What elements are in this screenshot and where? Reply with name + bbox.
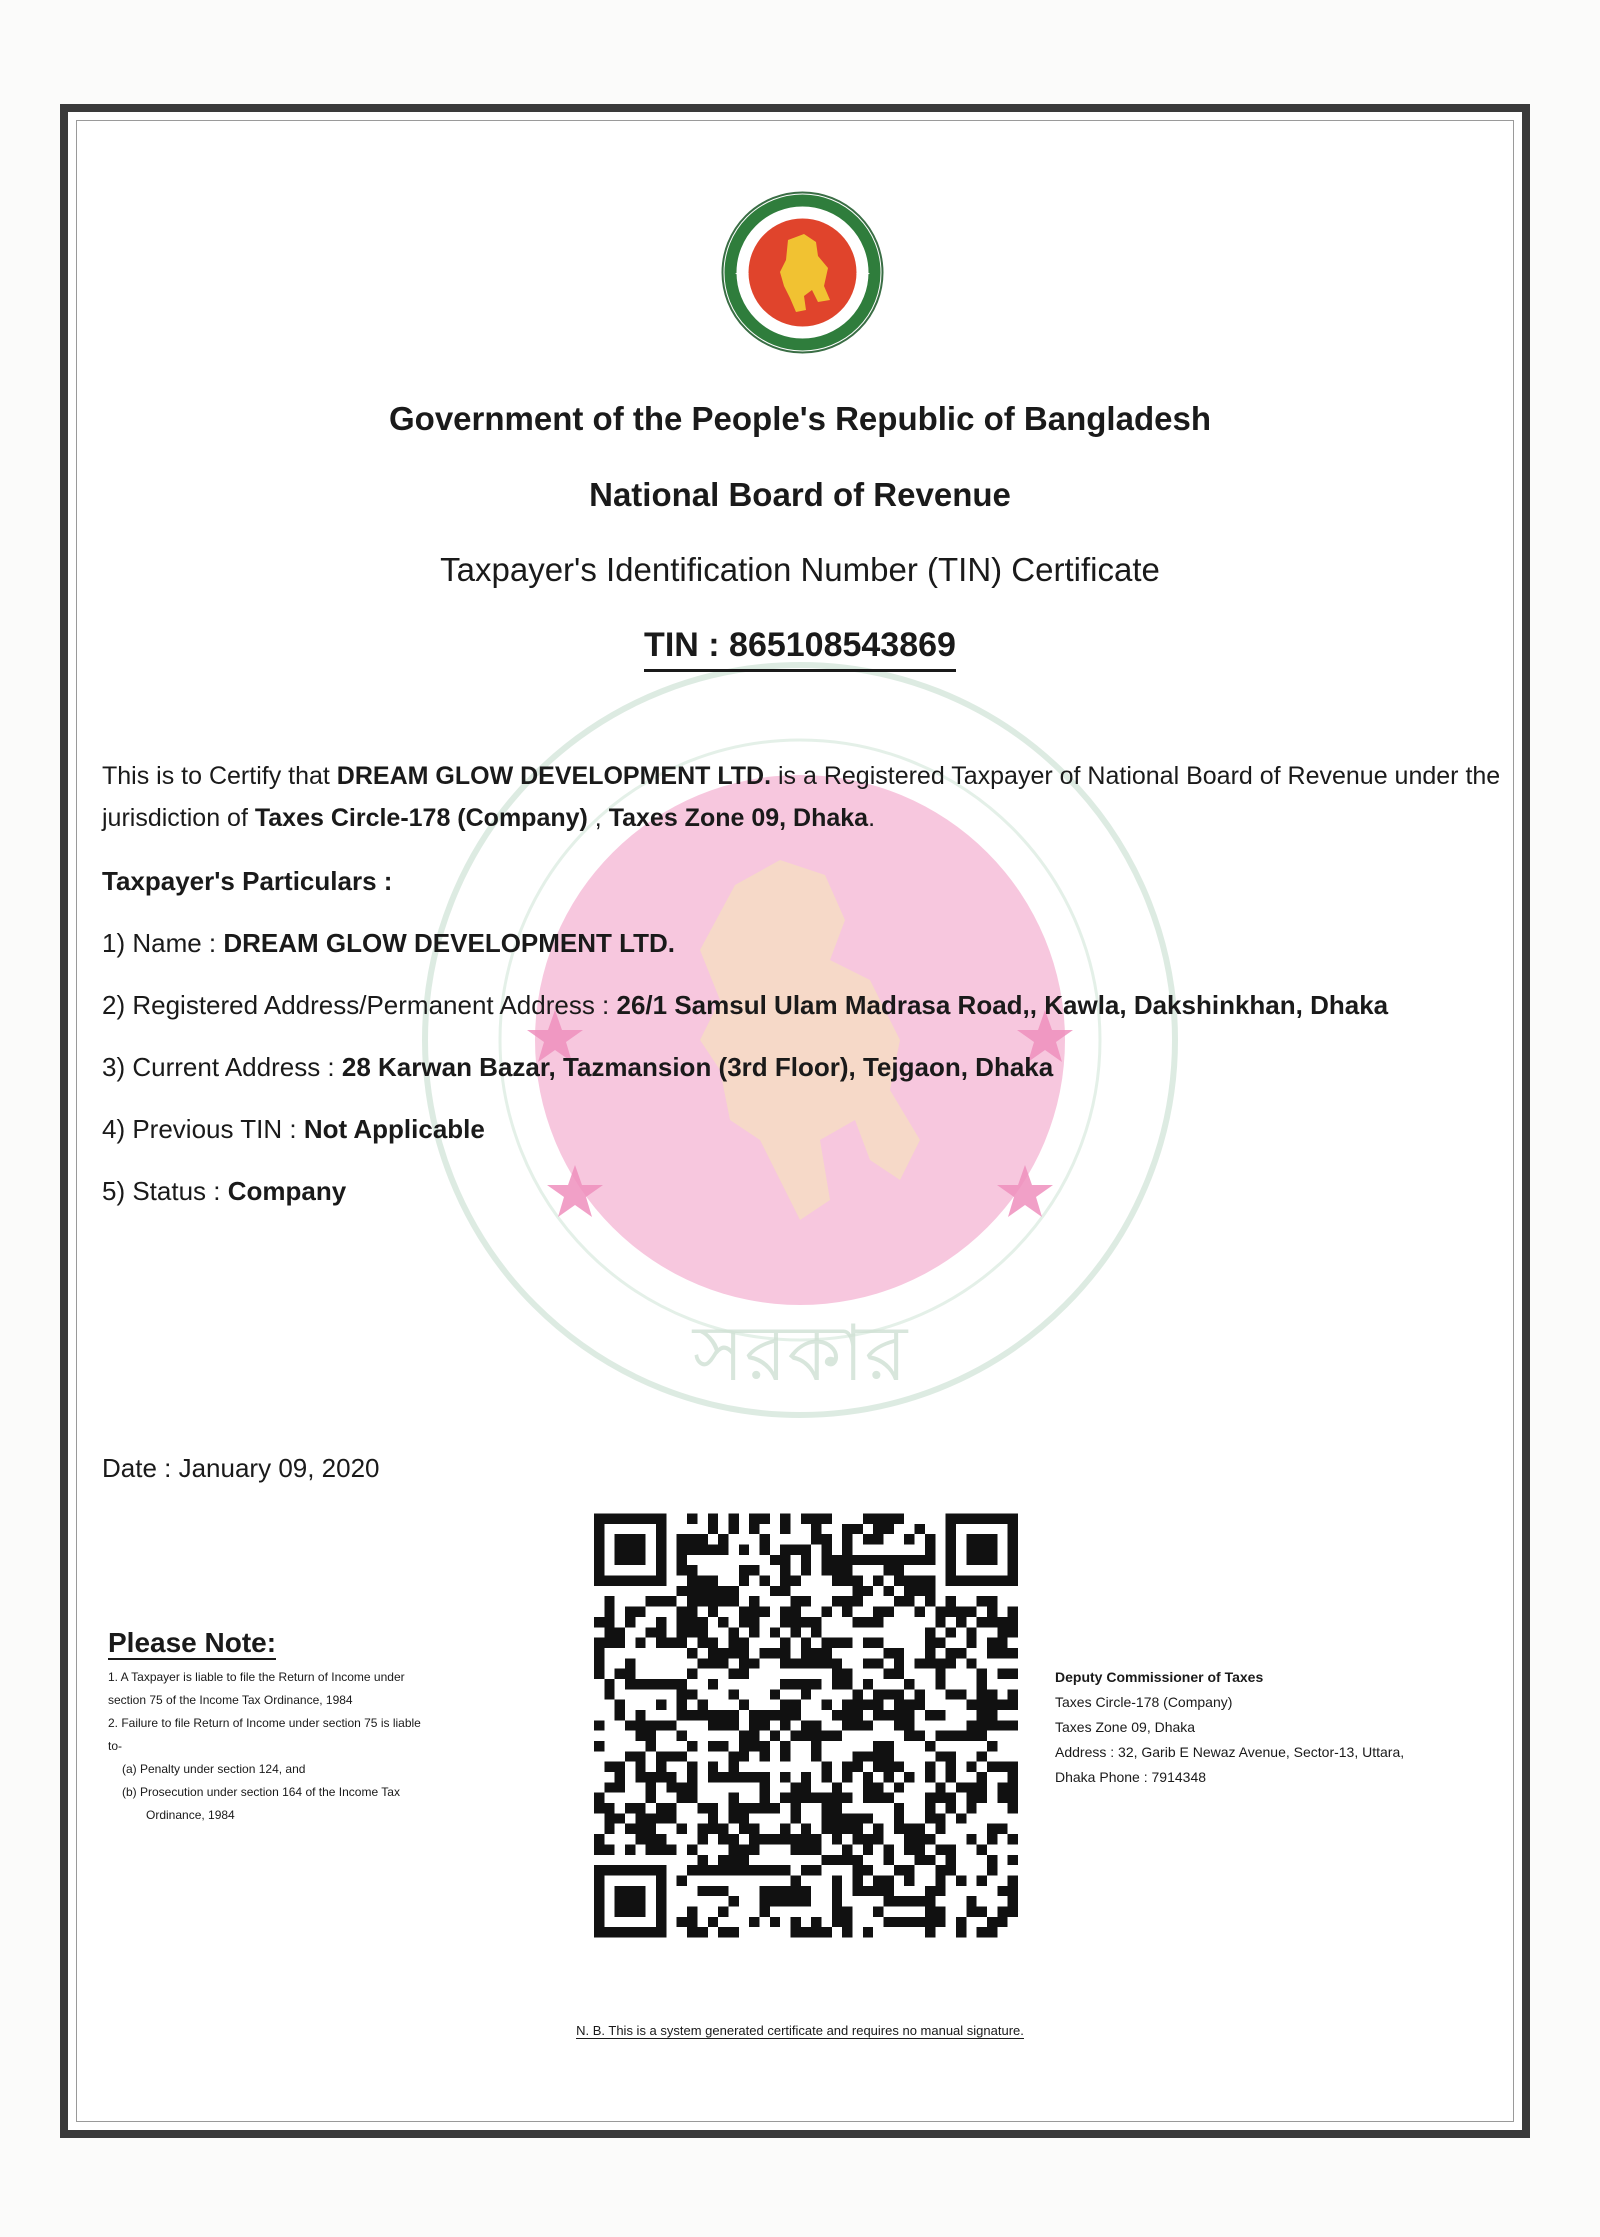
- please-note-lines: 1. A Taxpayer is liable to file the Return of Income under section 75 of the Income Tax Ordinance, 1984 2. Failure to file Return of Income under section 75 is liable to- (a) Penalty under section 124, and (b) Prosecution under section 164 of the Income Tax Ordinance, 1984: [108, 1670, 421, 1822]
- dc-zone: Taxes Zone 09, Dhaka: [1055, 1719, 1196, 1735]
- certificate-title: Taxpayer's Identification Number (TIN) Certificate: [440, 551, 1160, 588]
- watermark-text-bottom: সরকার: [692, 1309, 908, 1399]
- particular-registered-address: 2) Registered Address/Permanent Address : 26/1 Samsul Ulam Madrasa Road,, Kawla, Dakshinkhan, Dhaka: [102, 990, 1389, 1020]
- dc-phone: Dhaka Phone : 7914348: [1055, 1769, 1207, 1785]
- board-title: National Board of Revenue: [589, 476, 1011, 513]
- certification-paragraph: This is to Certify that DREAM GLOW DEVELOPMENT LTD. is a Registered Taxpayer of National Board of Revenue under the jurisdiction of Taxes Circle-178 (Company) , Taxes Zone 09, Dhaka.: [102, 762, 1501, 832]
- particulars-heading: Taxpayer's Particulars :: [102, 866, 393, 896]
- taxes-circle: Taxes Circle-178 (Company): [254, 804, 588, 832]
- particular-previous-tin: 4) Previous TIN : Not Applicable: [102, 1114, 485, 1144]
- please-note: [108, 1628, 548, 1827]
- dc-address: Address : 32, Garib E Newaz Avenue, Sector-13, Uttara,: [1055, 1744, 1405, 1760]
- dc-title: Deputy Commissioner of Taxes: [1055, 1669, 1264, 1685]
- company-name: DREAM GLOW DEVELOPMENT LTD.: [336, 762, 772, 790]
- system-generated-note: N. B. This is a system generated certificate and requires no manual signature.: [576, 2023, 1024, 2038]
- watermark-emblem-icon: [400, 620, 1200, 1480]
- particular-name: 1) Name : DREAM GLOW DEVELOPMENT LTD.: [102, 928, 675, 958]
- issue-date: Date : January 09, 2020: [102, 1453, 380, 1483]
- taxes-zone: Taxes Zone 09, Dhaka: [608, 804, 869, 832]
- dc-circle: Taxes Circle-178 (Company): [1055, 1694, 1233, 1710]
- particular-status: 5) Status : Company: [102, 1176, 347, 1206]
- please-note-title: Please Note:: [108, 1627, 277, 1658]
- government-seal-icon: [720, 190, 885, 355]
- government-title: Government of the People's Republic of Bangladesh: [389, 400, 1211, 437]
- tin-number: TIN : 865108543869: [0, 626, 1600, 665]
- particular-current-address: 3) Current Address : 28 Karwan Bazar, Tazmansion (3rd Floor), Tejgaon, Dhaka: [102, 1052, 1054, 1082]
- qr-code-icon: [594, 1505, 1018, 1946]
- deputy-commissioner-block: [1055, 1665, 1404, 1790]
